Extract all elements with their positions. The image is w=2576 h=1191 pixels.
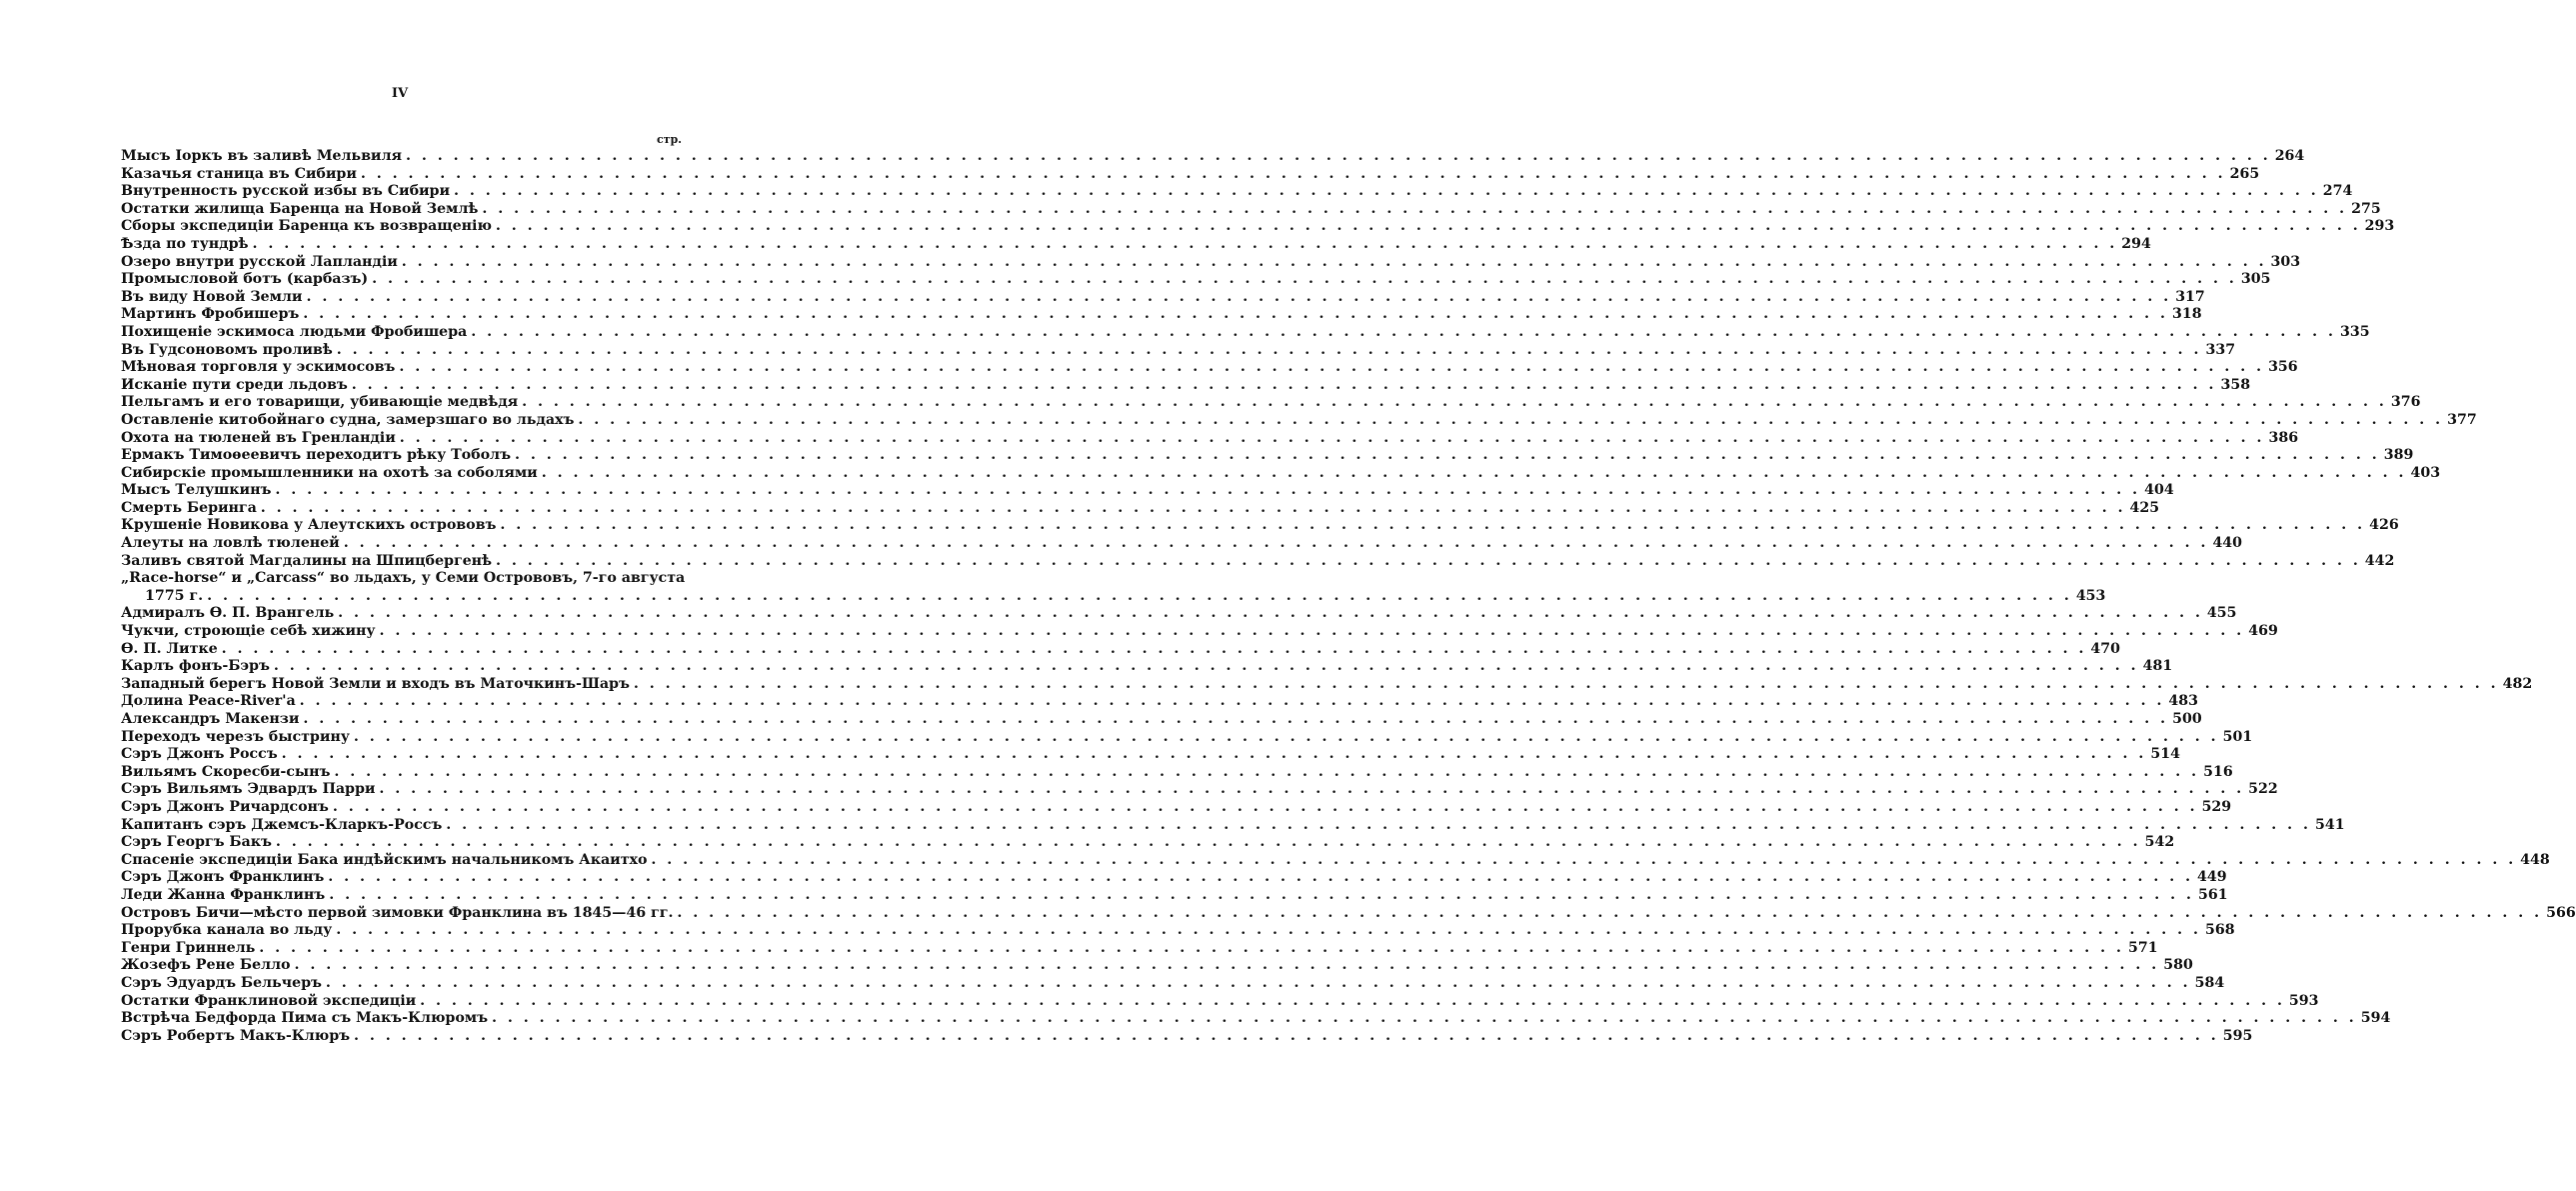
- dot-leader: [420, 993, 2285, 1011]
- dot-leader: [222, 641, 2087, 659]
- toc-entry-page: 442: [2364, 552, 2395, 569]
- dot-leader: [400, 430, 2265, 448]
- toc-entry-page: 440: [2212, 535, 2243, 552]
- toc-entry-title: Крушеніе Новикова у Алеутскихъ острововъ: [121, 517, 497, 534]
- toc-entry: [121, 235, 2151, 254]
- toc-entry: [121, 693, 2199, 711]
- toc-entry-title: Похищеніе эскимоса людьми Фробишера: [121, 323, 468, 340]
- toc-entry-page: 561: [2197, 886, 2228, 903]
- dot-leader: [326, 975, 2191, 993]
- toc-entry-page: 469: [2248, 623, 2278, 640]
- toc-entry-title: 1775 г.: [145, 587, 204, 604]
- toc-entry-title: Остатки жилища Баренца на Новой Землѣ: [121, 200, 479, 217]
- toc-entry-page: 275: [2351, 200, 2381, 217]
- toc-entry-title: Западный берегъ Новой Земли и входъ въ Маточкинъ-Шаръ: [121, 675, 630, 692]
- dot-leader: [406, 148, 2271, 166]
- dot-leader: [515, 447, 2380, 465]
- toc-entry-page: 514: [2150, 746, 2180, 763]
- dot-leader: [634, 676, 2499, 694]
- toc-entry-page: 481: [2142, 658, 2173, 675]
- toc-entry-page: 358: [2220, 376, 2251, 393]
- dot-leader: [482, 201, 2347, 219]
- toc-entry-title: Ѳ. П. Литке: [121, 640, 218, 657]
- toc-entry: [121, 306, 2202, 324]
- toc-entry: [121, 411, 2477, 430]
- dot-leader: [522, 394, 2387, 412]
- toc-entry-title: Спасеніе экспедиціи Бака индѣйскимъ начальникомъ Акаитхо: [121, 851, 648, 868]
- dot-leader: [337, 342, 2202, 360]
- toc-entry-page: 337: [2205, 341, 2236, 358]
- dot-leader: [354, 729, 2219, 747]
- toc-entry-title: Ѣзда по тундрѣ: [121, 235, 249, 252]
- dot-leader: [496, 218, 2361, 236]
- toc-entry: [121, 746, 2180, 764]
- toc-entry: [121, 482, 2174, 500]
- toc-entry-title: Сибирскіе промышленники на охотѣ за соболями: [121, 464, 538, 481]
- toc-entry-title: Карлъ фонъ-Бэръ: [121, 658, 270, 675]
- toc-entry-title: Мысъ Телушкинъ: [121, 482, 272, 499]
- dot-leader: [300, 693, 2165, 711]
- toc-entry-title: Внутренность русской избы въ Сибири: [121, 183, 451, 200]
- dot-leader: [446, 817, 2311, 835]
- toc-entry: [121, 376, 2251, 395]
- toc-entry-page: 584: [2194, 974, 2225, 991]
- toc-entry-page: 568: [2204, 922, 2235, 939]
- toc-entry: [121, 535, 2243, 553]
- toc-entry-title: Сэръ Джонъ Россъ: [121, 746, 278, 763]
- toc-entry: [121, 148, 2305, 166]
- toc-entry-page: 542: [2144, 834, 2175, 851]
- toc-entry-page: 593: [2288, 992, 2319, 1009]
- toc-entry-title: Сэръ Джонъ Франклинъ: [121, 869, 325, 886]
- toc-entry-title: Генри Гриннель: [121, 939, 256, 956]
- toc-entry: [121, 253, 2301, 272]
- dot-leader: [496, 553, 2361, 571]
- page-column-header: стр.: [656, 133, 682, 146]
- toc-entry-title: Мартинъ Фробишеръ: [121, 306, 300, 323]
- dot-leader: [294, 957, 2159, 975]
- toc-entry-page: 580: [2163, 957, 2193, 974]
- dot-leader: [336, 922, 2201, 940]
- toc-entry: [121, 288, 2205, 307]
- dot-leader: [333, 799, 2198, 817]
- toc-entry-page: 501: [2222, 728, 2253, 745]
- toc-entry: [121, 552, 2395, 571]
- toc-entry: [121, 728, 2253, 747]
- toc-entry: [121, 605, 2237, 623]
- toc-entry-title: Сэръ Джонъ Ричардсонъ: [121, 798, 329, 815]
- dot-leader: [372, 271, 2237, 289]
- toc-entry-title: Озеро внутри русской Лапландіи: [121, 253, 398, 270]
- toc-entry: [121, 904, 2576, 923]
- dot-leader: [274, 658, 2139, 676]
- dot-leader: [492, 1010, 2357, 1028]
- toc-entry-page: 386: [2268, 429, 2299, 446]
- toc-entry-page: 453: [2075, 587, 2106, 604]
- toc-entry-page: 594: [2360, 1010, 2391, 1027]
- toc-entry: [121, 341, 2236, 360]
- dot-leader: [282, 746, 2147, 764]
- toc-entry: [121, 623, 2278, 641]
- toc-entry-page: 274: [2322, 183, 2353, 200]
- toc-entry-title: Пельгамъ и его товарищи, убивающіе медвѣдя: [121, 394, 519, 411]
- dot-leader: [306, 289, 2171, 307]
- toc-entry: [121, 447, 2414, 465]
- toc-entry-title: Смерть Беринга: [121, 499, 257, 516]
- toc-entry: [121, 957, 2193, 975]
- toc-entry: [121, 640, 2121, 659]
- toc-entry: [121, 517, 2399, 535]
- dot-leader: [276, 834, 2141, 852]
- toc-entry-title: Леди Жанна Франклинъ: [121, 886, 326, 903]
- toc-entry-title: Александръ Макензи: [121, 711, 300, 727]
- toc-entry: [121, 165, 2260, 184]
- toc-entry-page: 404: [2144, 482, 2174, 499]
- dot-leader: [253, 236, 2118, 254]
- toc-entry-page: 265: [2229, 165, 2260, 182]
- toc-entry: [121, 869, 2227, 887]
- toc-entry: [121, 992, 2319, 1011]
- toc-entry-page: 448: [2520, 851, 2550, 868]
- toc-entry: [121, 763, 2233, 782]
- dot-leader: [454, 183, 2319, 201]
- toc-entry-title: Охота на тюленей въ Гренландіи: [121, 429, 396, 446]
- dot-leader: [259, 940, 2124, 958]
- dot-leader: [329, 887, 2194, 905]
- toc-entry-title: Адмиралъ Ѳ. П. Врангель: [121, 605, 335, 622]
- toc-entry-page: 403: [2410, 464, 2441, 481]
- dot-leader: [275, 482, 2140, 500]
- toc-entry-page: 541: [2315, 816, 2345, 833]
- dot-leader: [361, 166, 2226, 184]
- toc-entry-title: Заливъ святой Магдалины на Шпицбергенѣ: [121, 552, 493, 569]
- toc-entry-title: Оставленіе китобойнаго судна, замерзшаго во льдахъ: [121, 411, 575, 428]
- dot-leader: [542, 465, 2407, 483]
- toc-entry: [121, 570, 686, 588]
- toc-entry-page: 293: [2364, 218, 2395, 235]
- toc-entry-title: Встрѣча Бедфорда Пима съ Макъ-Клюромъ: [121, 1010, 489, 1027]
- toc-entry-page: 356: [2268, 359, 2298, 376]
- dot-leader: [379, 781, 2244, 799]
- toc-entry-title: Вильямъ Скоресби-сынъ: [121, 763, 331, 780]
- toc-entry: [121, 587, 2106, 606]
- toc-entry-page: 482: [2502, 675, 2533, 692]
- toc-entry-title: „Race-horse“ и „Carcass“ во льдахъ, у Семи Острововъ, 7-го августа: [121, 570, 686, 587]
- toc-entry-page: 516: [2203, 763, 2233, 780]
- page-number: IV: [391, 86, 409, 101]
- toc-entry-title: Долина Peace-River'а: [121, 693, 296, 710]
- dot-leader: [334, 764, 2199, 782]
- toc-entry-title: Остатки Франклиновой экспедиціи: [121, 992, 417, 1009]
- toc-entry: [121, 658, 2173, 676]
- toc-entry-title: Сборы экспедиціи Баренца къ возвращенію: [121, 218, 492, 235]
- toc-entry: [121, 851, 2550, 870]
- toc-entry: [121, 798, 2232, 817]
- dot-leader: [402, 254, 2267, 272]
- toc-entry-page: 470: [2090, 640, 2121, 657]
- toc-entry-page: 455: [2206, 605, 2237, 622]
- dot-leader: [677, 905, 2542, 923]
- toc-entry-title: Исканіе пути среди льдовъ: [121, 376, 348, 393]
- toc-entry-page: 483: [2168, 693, 2199, 710]
- toc-entry-page: 571: [2128, 939, 2158, 956]
- dot-leader: [354, 1028, 2219, 1046]
- toc-entry-page: 449: [2197, 869, 2227, 886]
- toc-entries: [121, 148, 2576, 1045]
- toc-entry: [121, 183, 2353, 201]
- toc-entry-page: 595: [2222, 1027, 2253, 1044]
- dot-leader: [261, 500, 2126, 518]
- toc-entry-page: 426: [2369, 517, 2399, 534]
- toc-entry-title: Переходъ черезъ быстрину: [121, 728, 350, 745]
- toc-entry: [121, 323, 2370, 342]
- toc-entry: [121, 464, 2441, 483]
- toc-entry-title: Казачья станица въ Сибири: [121, 165, 357, 182]
- toc-entry: [121, 974, 2225, 993]
- toc-entry-title: Въ виду Новой Земли: [121, 288, 303, 305]
- toc-entry-title: Въ Гудсоновомъ проливѣ: [121, 341, 333, 358]
- dot-leader: [500, 517, 2365, 535]
- toc-entry-title: Жозефъ Рене Белло: [121, 957, 291, 974]
- dot-leader: [207, 588, 2072, 606]
- toc-entry-page: 566: [2546, 904, 2576, 921]
- dot-leader: [338, 605, 2203, 623]
- dot-leader: [379, 623, 2244, 641]
- toc-entry-title: Сэръ Эдуардъ Бельчеръ: [121, 974, 322, 991]
- toc-entry: [121, 834, 2175, 852]
- toc-entry-page: 335: [2339, 323, 2370, 340]
- toc-entry-title: Промысловой ботъ (карбазъ): [121, 271, 369, 288]
- toc-entry-title: Капитанъ сэръ Джемсъ-Кларкъ-Россъ: [121, 816, 443, 833]
- toc-entry: [121, 886, 2228, 905]
- toc-entry-title: Островъ Бичи—мѣсто первой зимовки Франклина въ 1845—46 гг.: [121, 904, 674, 921]
- dot-leader: [303, 711, 2168, 729]
- toc-entry-title: Мысъ Іоркъ въ заливѣ Мельвиля: [121, 148, 402, 164]
- dot-leader: [471, 324, 2336, 342]
- toc-entry: [121, 271, 2271, 289]
- toc-entry: [121, 1027, 2253, 1046]
- dot-leader: [651, 852, 2516, 870]
- toc-entry-title: Ермакъ Тимоѳеевичъ переходитъ рѣку Тоболъ: [121, 447, 511, 464]
- toc-entry-title: Сэръ Вильямъ Эдвардъ Парри: [121, 781, 376, 798]
- toc-entry-page: 389: [2383, 447, 2414, 464]
- toc-entry-title: Сэръ Робертъ Макъ-Клюръ: [121, 1027, 351, 1044]
- toc-entry: [121, 394, 2421, 412]
- toc-entry: [121, 781, 2278, 799]
- toc-entry: [121, 922, 2235, 940]
- toc-entry: [121, 711, 2202, 729]
- table-of-contents: [121, 131, 2576, 1045]
- toc-entry-title: Алеуты на ловлѣ тюленей: [121, 535, 340, 552]
- toc-entry-page: 305: [2240, 271, 2271, 288]
- toc-entry: [121, 499, 2160, 518]
- toc-entry-page: 377: [2447, 411, 2477, 428]
- toc-entry-page: 376: [2390, 394, 2421, 411]
- dot-leader: [328, 869, 2193, 887]
- toc-entry: [121, 675, 2533, 694]
- toc-entry-page: 318: [2172, 306, 2202, 323]
- toc-entry-page: 522: [2248, 781, 2278, 798]
- dot-leader: [399, 359, 2264, 377]
- toc-entry-page: 303: [2270, 253, 2301, 270]
- toc-entry-page: 264: [2274, 148, 2305, 164]
- toc-entry-title: Сэръ Георгъ Бакъ: [121, 834, 272, 851]
- toc-entry: [121, 218, 2395, 236]
- dot-leader: [303, 306, 2168, 324]
- dot-leader: [578, 412, 2443, 430]
- toc-entry-page: 529: [2201, 798, 2232, 815]
- toc-entry-title: Прорубка канала во льду: [121, 922, 333, 939]
- toc-entry-page: 425: [2129, 499, 2160, 516]
- dot-leader: [352, 377, 2217, 395]
- toc-entry-title: Мѣновая торговля у эскимосовъ: [121, 359, 396, 376]
- toc-entry: [121, 359, 2298, 377]
- toc-entry-page: 294: [2121, 235, 2151, 252]
- toc-entry-page: 500: [2172, 711, 2202, 727]
- dot-leader: [344, 535, 2209, 553]
- toc-entry-page: 317: [2175, 288, 2205, 305]
- toc-entry-title: Чукчи, строющіе себѣ хижину: [121, 623, 376, 640]
- toc-entry: [121, 200, 2381, 219]
- toc-entry: [121, 1010, 2391, 1028]
- toc-entry: [121, 429, 2299, 448]
- toc-entry: [121, 816, 2345, 835]
- toc-entry: [121, 939, 2158, 958]
